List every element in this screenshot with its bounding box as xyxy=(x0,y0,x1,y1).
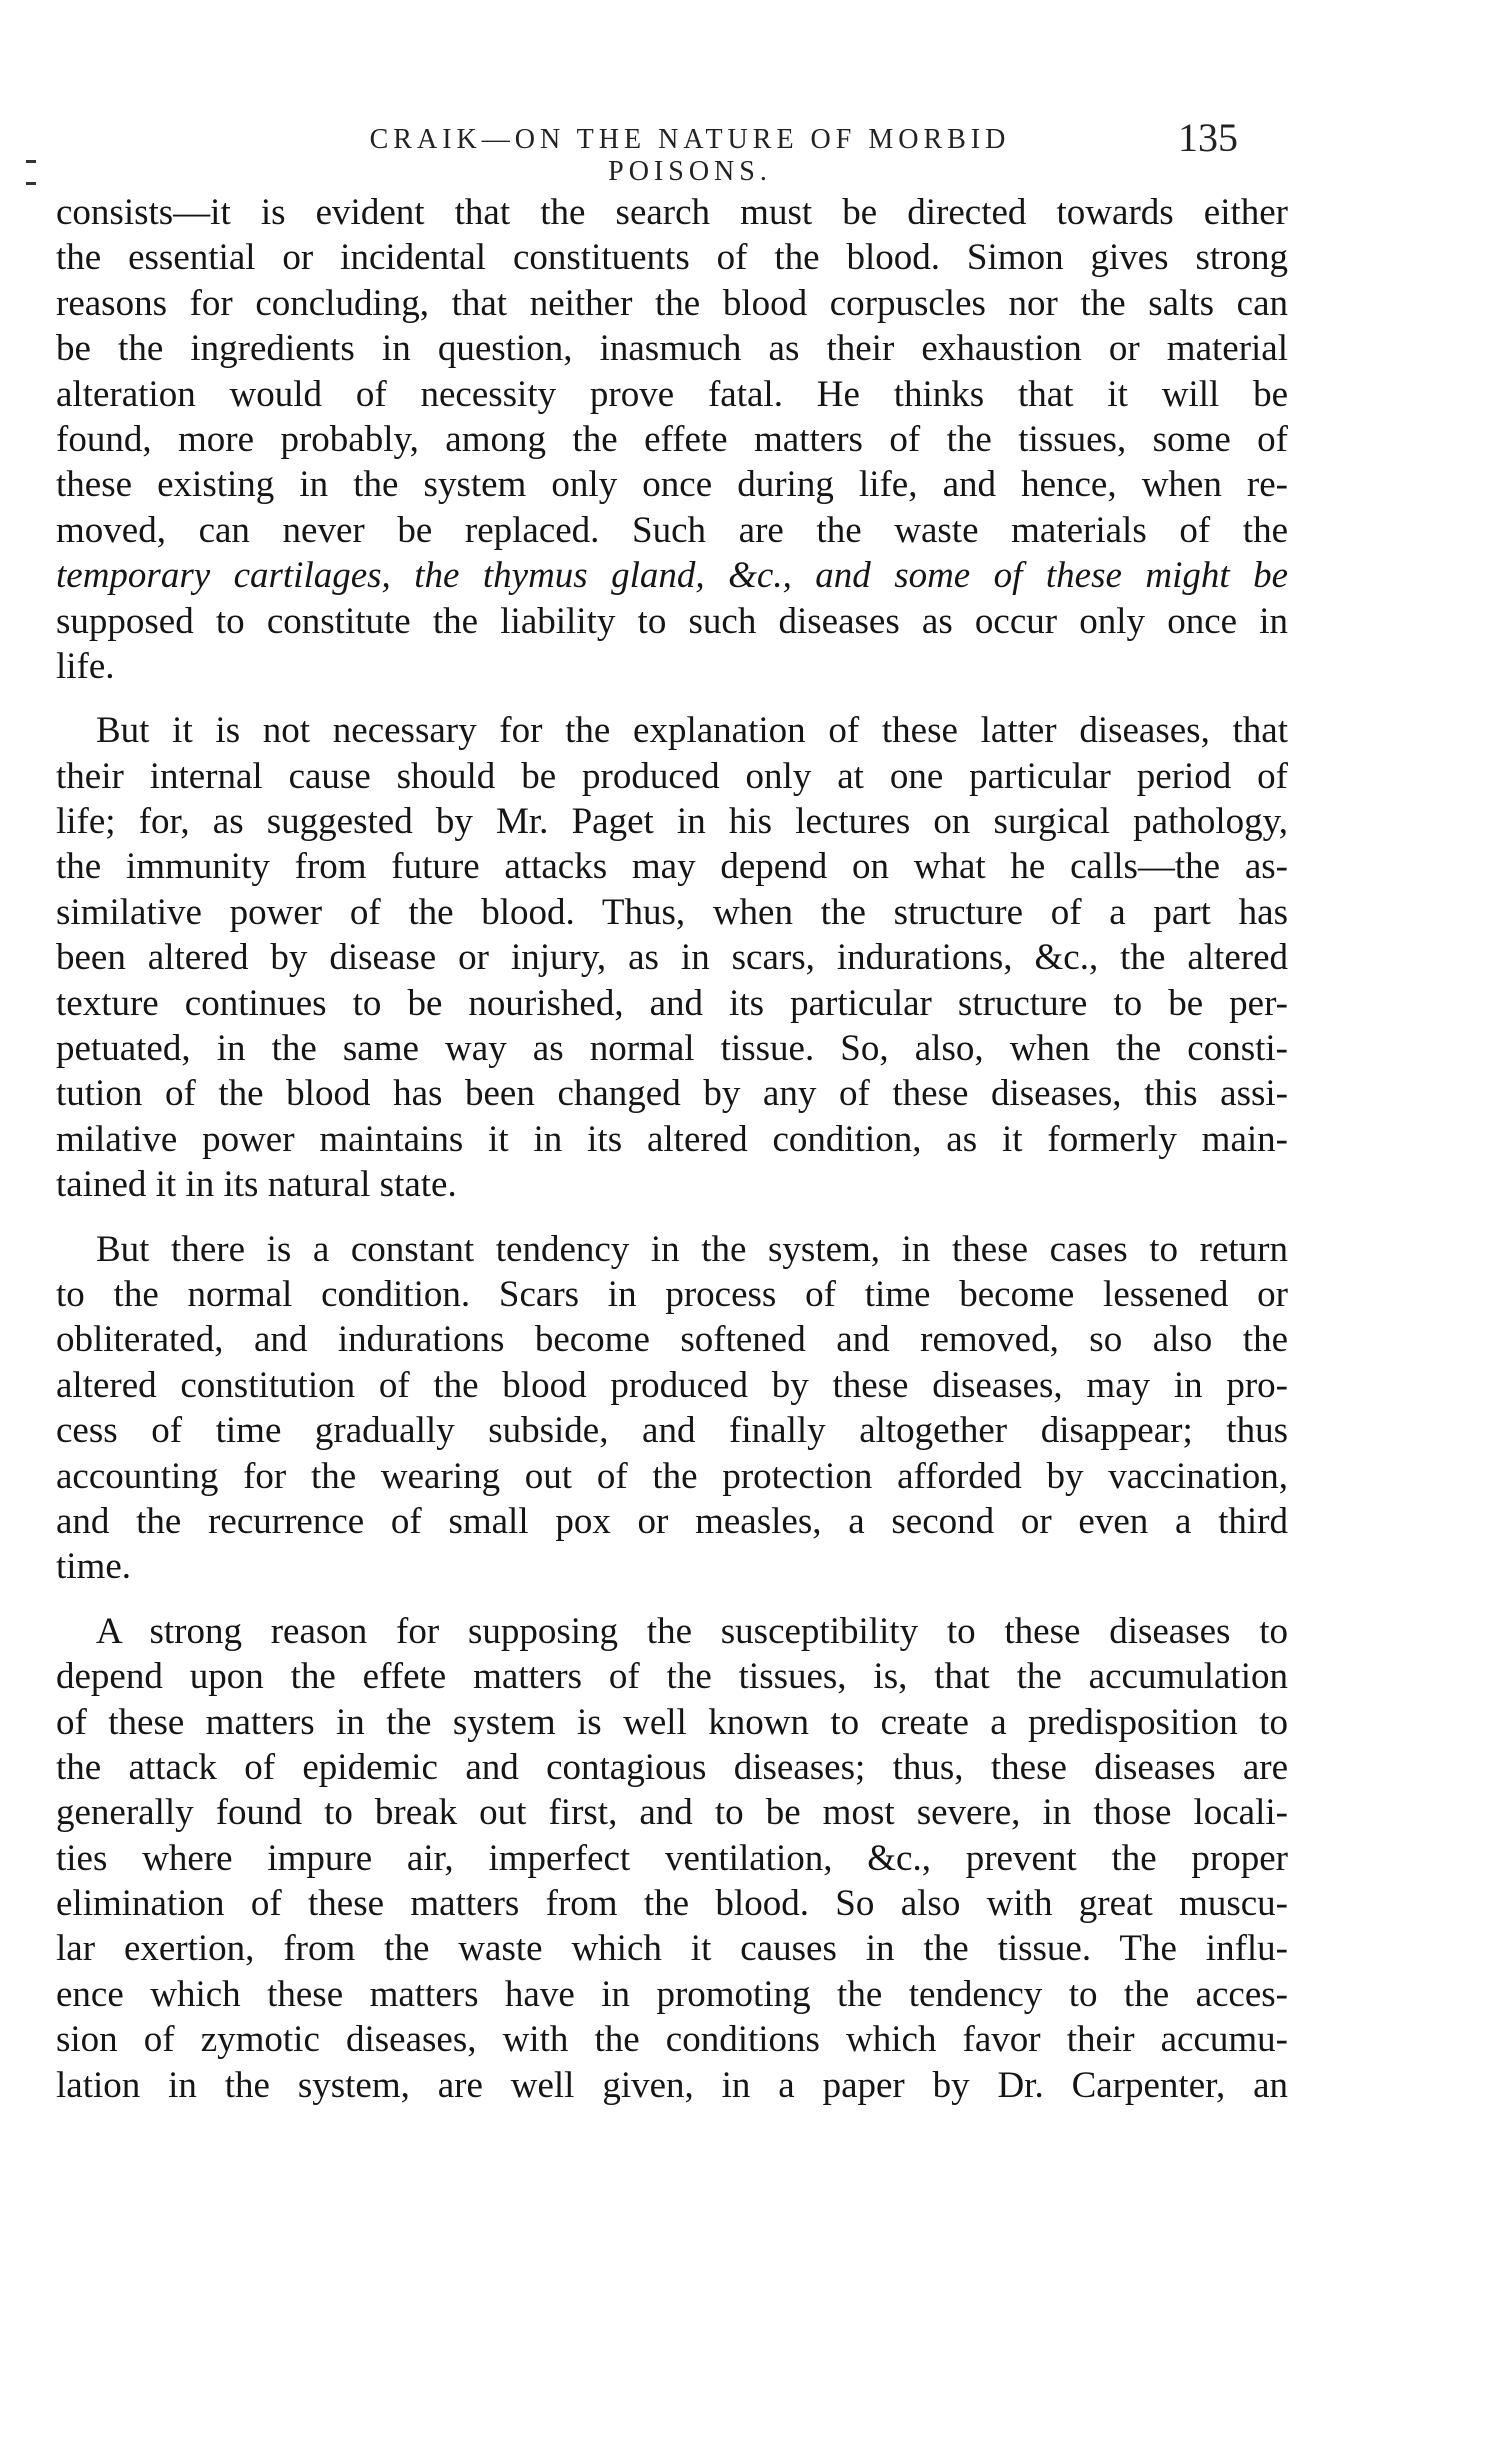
text-line: found, more probably, among the effete matters of the tissues, some of xyxy=(56,418,1288,460)
page-number: 135 xyxy=(1178,115,1238,160)
paragraph-1 xyxy=(56,190,1288,689)
running-head: CRAIK—ON THE NATURE OF MORBID POISONS. xyxy=(369,124,1011,187)
text-line: their internal cause should be produced only at one particular period of xyxy=(56,755,1288,797)
text-line: similative power of the blood. Thus, when the structure of a part has xyxy=(56,891,1288,933)
text-line: moved, can never be replaced. Such are the waste materials of the xyxy=(56,509,1288,551)
margin-mark xyxy=(26,182,36,185)
text-line: altered constitution of the blood produced by these diseases, may in pro- xyxy=(56,1364,1288,1406)
body-text xyxy=(56,190,1288,2127)
text-line: time. xyxy=(56,1546,132,1588)
text-line: petuated, in the same way as normal tissue. So, also, when the consti- xyxy=(56,1028,1288,1070)
text-line: tained it in its natural state. xyxy=(56,1164,457,1206)
text-line: the immunity from future attacks may depend on what he calls—the as- xyxy=(56,846,1288,888)
text-line: of these matters in the system is well known to create a predisposition to xyxy=(56,1701,1288,1743)
paragraph-3 xyxy=(56,1227,1288,1590)
text-line: been altered by disease or injury, as in scars, indurations, &c., the altered xyxy=(56,937,1288,979)
text-line: reasons for concluding, that neither the blood corpuscles nor the salts can xyxy=(56,282,1288,324)
text-line: ence which these matters have in promoting the tendency to the acces- xyxy=(56,1973,1288,2015)
margin-mark xyxy=(26,160,36,163)
text-line: tution of the blood has been changed by any of these diseases, this assi- xyxy=(56,1073,1288,1115)
text-line: A strong reason for supposing the susceptibility to these diseases to xyxy=(96,1610,1288,1652)
text-line: consists—it is evident that the search must be directed towards either xyxy=(56,192,1288,233)
text-line: these existing in the system only once during life, and hence, when re- xyxy=(56,464,1288,506)
paragraph-4 xyxy=(56,1609,1288,2108)
text-line: generally found to break out first, and to be most severe, in those locali- xyxy=(56,1792,1288,1834)
text-line: obliterated, and indurations become softened and removed, so also the xyxy=(56,1319,1288,1361)
text-line: lar exertion, from the waste which it causes in the tissue. The influ- xyxy=(56,1928,1288,1970)
text-line: life; for, as suggested by Mr. Paget in his lectures on surgical pathology, xyxy=(56,801,1288,843)
text-line: supposed to constitute the liability to such diseases as occur only once in xyxy=(56,600,1288,642)
text-line: But it is not necessary for the explanation of these latter diseases, that xyxy=(96,710,1288,752)
text-line: depend upon the effete matters of the tissues, is, that the accumulation xyxy=(56,1656,1288,1698)
text-line: elimination of these matters from the blood. So also with great muscu- xyxy=(56,1883,1288,1925)
text-line: accounting for the wearing out of the protection afforded by vaccination, xyxy=(56,1455,1288,1497)
text-line: the essential or incidental constituents of the blood. Simon gives strong xyxy=(56,237,1288,279)
text-line: texture continues to be nourished, and its particular structure to be per- xyxy=(56,982,1288,1024)
text-line: milative power maintains it in its altered condition, as it formerly main- xyxy=(56,1118,1288,1160)
text-line: and the recurrence of small pox or measles, a second or even a third xyxy=(56,1500,1288,1542)
paragraph-2 xyxy=(56,708,1288,1207)
text-line: the attack of epidemic and contagious diseases; thus, these diseases are xyxy=(56,1746,1288,1788)
text-line: temporary cartilages, the thymus gland, &c., and some of these might be xyxy=(56,555,1288,597)
text-line: cess of time gradually subside, and finally altogether disappear; thus xyxy=(56,1410,1288,1452)
text-line: lation in the system, are well given, in a paper by Dr. Carpenter, an xyxy=(56,2064,1288,2106)
text-line: ties where impure air, imperfect ventilation, &c., prevent the proper xyxy=(56,1837,1288,1879)
text-line: be the ingredients in question, inasmuch as their exhaustion or material xyxy=(56,328,1288,370)
text-line: to the normal condition. Scars in process of time become lessened or xyxy=(56,1273,1288,1315)
text-line: But there is a constant tendency in the system, in these cases to return xyxy=(96,1228,1288,1270)
text-line: life. xyxy=(56,645,115,687)
text-line: sion of zymotic diseases, with the conditions which favor their accumu- xyxy=(56,2019,1288,2061)
text-line: alteration would of necessity prove fatal. He thinks that it will be xyxy=(56,373,1288,415)
